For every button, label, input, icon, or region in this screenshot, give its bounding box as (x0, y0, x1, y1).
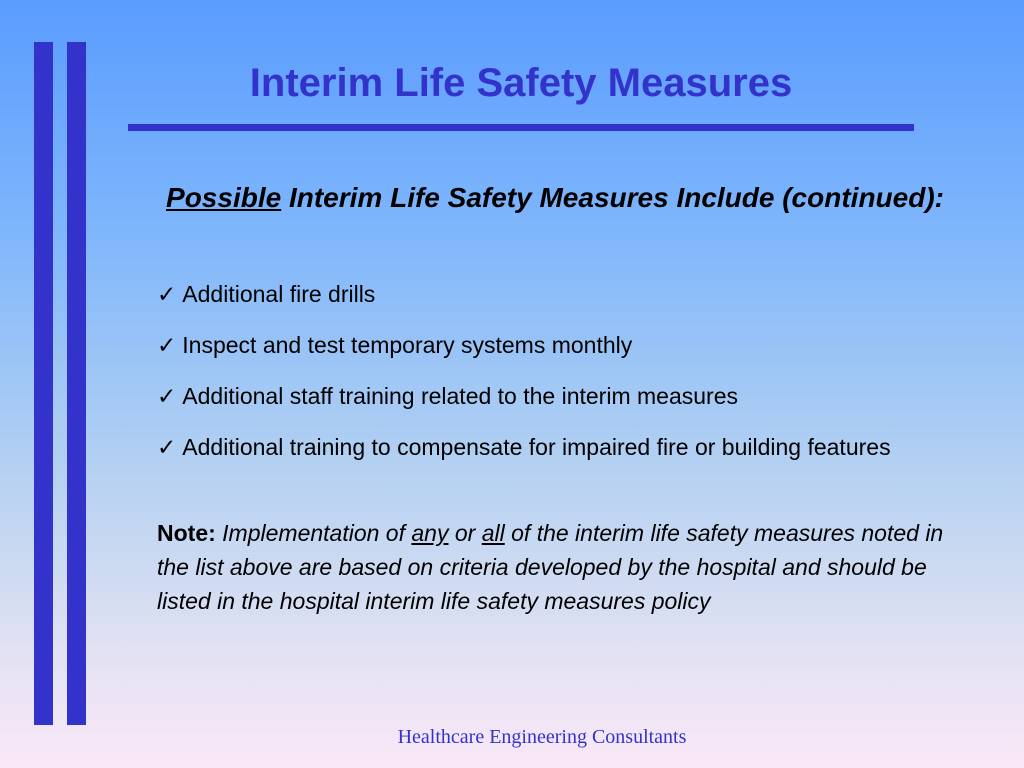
bullet-item (157, 379, 957, 413)
title-underline-rule (128, 124, 914, 131)
bullet-text: Inspect and test temporary systems monthly (182, 332, 633, 358)
slide-subheading (150, 180, 960, 216)
note-paragraph (157, 516, 947, 618)
subheading-emphasis: Possible (166, 182, 282, 213)
left-accent-bar-2 (67, 42, 86, 725)
checkmark-icon: ✓ (157, 383, 177, 409)
note-emphasis-any: any (411, 520, 449, 546)
bullet-text: Additional fire drills (182, 281, 376, 307)
left-accent-bar-1 (34, 42, 53, 725)
bullet-list (157, 277, 957, 481)
note-body (157, 520, 943, 614)
checkmark-icon: ✓ (157, 281, 177, 307)
slide-title: Interim Life Safety Measures (249, 61, 793, 105)
subheading-rest: Interim Life Safety Measures Include (continued): (281, 182, 944, 213)
note-text-part-2: or (448, 520, 482, 546)
slide-footer: Healthcare Engineering Consultants (397, 726, 687, 748)
bullet-text: Additional staff training related to the interim measures (182, 383, 738, 409)
checkmark-icon: ✓ (157, 434, 177, 460)
note-emphasis-all: all (481, 520, 505, 546)
bullet-text: Additional training to compensate for impaired fire or building features (182, 434, 891, 460)
note-text-part-1: Implementation of (215, 520, 412, 546)
bullet-item (157, 328, 957, 362)
bullet-item (157, 430, 957, 464)
checkmark-icon: ✓ (157, 332, 177, 358)
note-label: Note: (157, 520, 216, 546)
bullet-item (157, 277, 957, 311)
note-text-part-3: of the interim life safety measures noted in the list above are based on criteria developed by the hospital and should be listed in the hospital interim life safety measures policy (157, 520, 944, 614)
